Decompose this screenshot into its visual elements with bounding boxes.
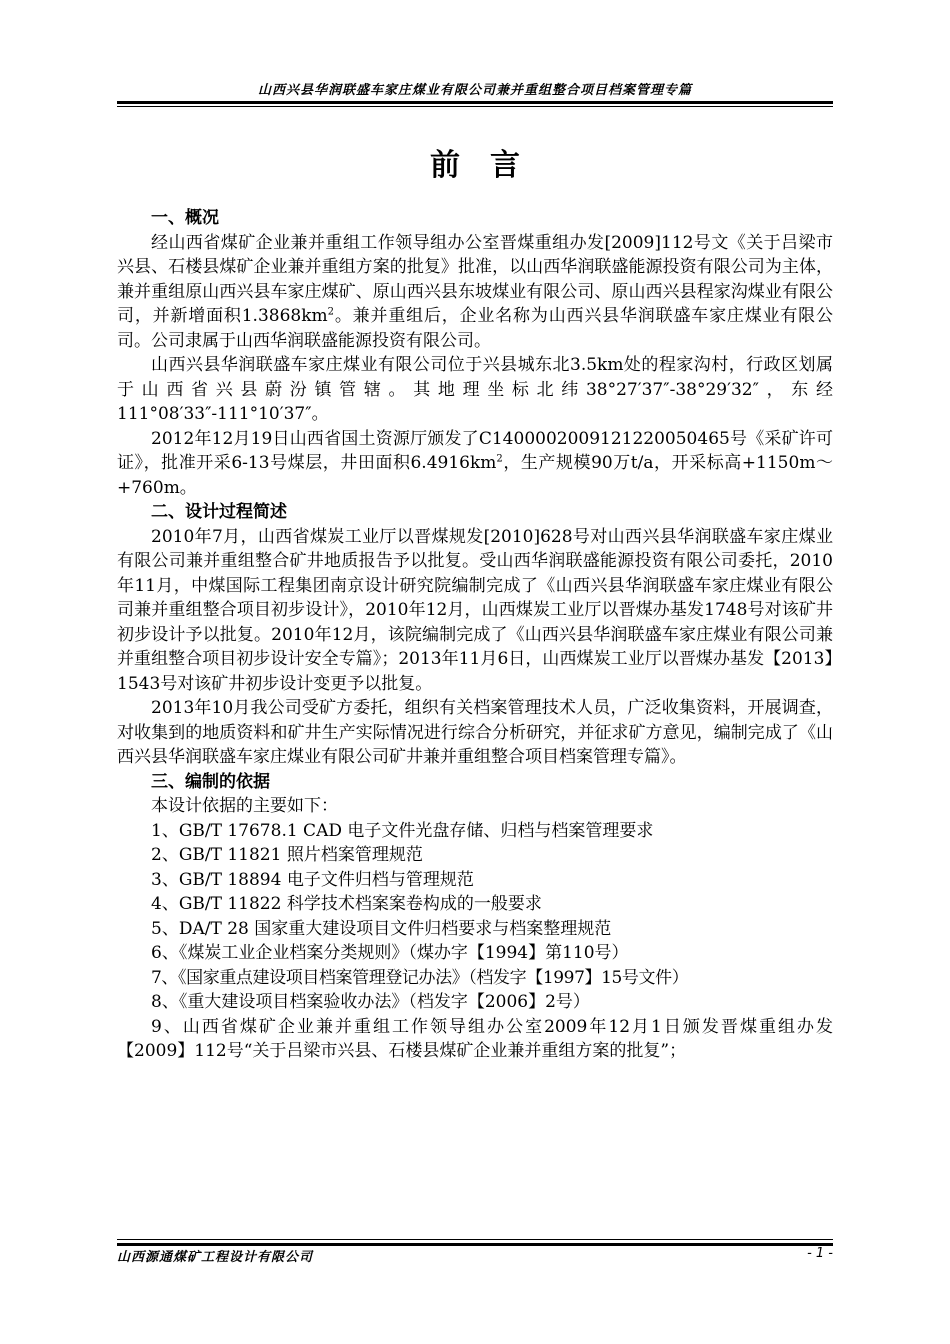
basis-item-8: 8、《重大建设项目档案验收办法》（档发字【2006】2号） bbox=[151, 992, 590, 1012]
footer-rule-thin bbox=[117, 1239, 833, 1240]
paragraph-overview-3 bbox=[117, 427, 833, 501]
paragraph-overview-1-text: 经山西省煤矿企业兼并重组工作领导组办公室晋煤重组办发[2009]112号文《关于吕梁市兴县、石楼县煤矿企业兼并重组方案的批复》批准，以山西华润联盛能源投资有限公司为主体，兼并重组原山西兴县车家庄煤矿、原山西兴县东坡煤业有限公司、原山西兴县程家沟煤业有限公司，并新增面积1.3868km bbox=[117, 232, 833, 326]
header-rule-thick bbox=[117, 101, 833, 104]
section-heading-overview: 一、概况 bbox=[151, 208, 219, 228]
footer-page-number: - 1 - bbox=[807, 1246, 833, 1261]
section-heading-design-process: 二、设计过程简述 bbox=[151, 502, 287, 522]
basis-intro: 本设计依据的主要如下： bbox=[151, 796, 338, 816]
superscript-km2: 2 bbox=[327, 306, 335, 318]
paragraph-overview-1-text-cont: 。兼并重组后，企业名称为山西兴县华润联盛车家庄煤业有限公司。公司隶属于山西华润联盛能源投资有限公司。 bbox=[117, 306, 834, 351]
document-title: 前言 bbox=[430, 148, 550, 183]
page-header-title: 山西兴县华润联盛车家庄煤业有限公司兼并重组整合项目档案管理专篇 bbox=[257, 83, 692, 98]
paragraph-overview-3-text-cont: ，生产规模90万t/a，开采标高+1150m～+760m。 bbox=[117, 453, 833, 498]
basis-item-2: 2、GB/T 11821 照片档案管理规范 bbox=[151, 845, 423, 865]
paragraph-design-2: 2013年10月我公司受矿方委托，组织有关档案管理技术人员，广泛收集资料，开展调查，对收集到的地质资料和矿井生产实际情况进行综合分析研究，并征求矿方意见，编制完成了《山西兴县华润联盛车家庄煤业有限公司矿井兼并重组整合项目档案管理专篇》。 bbox=[117, 698, 833, 767]
basis-item-3: 3、GB/T 18894 电子文件归档与管理规范 bbox=[151, 869, 474, 890]
basis-item-7: 7、《国家重点建设项目档案管理登记办法》（档发字【1997】15号文件） bbox=[151, 967, 689, 988]
paragraph-overview-1 bbox=[117, 231, 833, 354]
paragraph-overview-2: 山西兴县华润联盛车家庄煤业有限公司位于兴县城东北3.5km处的程家沟村，行政区划属于山西省兴县蔚汾镇管辖。其地理坐标北纬38°27′37″-38°29′32″，东经111°08′33″-111°10′37″。 bbox=[117, 355, 833, 424]
header-rule-thin bbox=[117, 106, 833, 107]
basis-item-1: 1、GB/T 17678.1 CAD 电子文件光盘存储、归档与档案管理要求 bbox=[151, 820, 654, 841]
basis-item-9: 9、山西省煤矿企业兼并重组工作领导组办公室2009年12月1日颁发晋煤重组办发【2009】112号“关于吕梁市兴县、石楼县煤矿企业兼并重组方案的批复”； bbox=[117, 1016, 833, 1061]
superscript-km2: 2 bbox=[496, 453, 503, 465]
paragraph-design-1: 2010年7月，山西省煤炭工业厅以晋煤规发[2010]628号对山西兴县华润联盛车家庄煤业有限公司兼并重组整合矿井地质报告予以批复。受山西华润联盛能源投资有限公司委托，2010年11月，中煤国际工程集团南京设计研究院编制完成了《山西兴县华润联盛车家庄煤业有限公司兼并重组整合项目初步设计》，2010年12月，山西煤炭工业厅以晋煤办基发1748号对该矿井初步设计予以批复。2010年12月，该院编制完成了《山西兴县华润联盛车家庄煤业有限公司兼并重组整合项目初步设计安全专篇》；2013年11月6日，山西煤炭工业厅以晋煤办基发【2013】1543号对该矿井初步设计变更予以批复。 bbox=[117, 526, 833, 694]
basis-item-4: 4、GB/T 11822 科学技术档案案卷构成的一般要求 bbox=[151, 894, 542, 914]
document-body bbox=[117, 206, 833, 1064]
footer-company-name: 山西源通煤矿工程设计有限公司 bbox=[117, 1250, 314, 1265]
basis-item-5: 5、DA/T 28 国家重大建设项目文件归档要求与档案整理规范 bbox=[151, 918, 612, 939]
section-heading-basis: 三、编制的依据 bbox=[151, 771, 270, 792]
paragraph-overview-3-text: 2012年12月19日山西省国土资源厅颁发了C1400002009121220050465号《采矿许可证》，批准开采6-13号煤层，井田面积6.4916km bbox=[117, 428, 833, 473]
basis-item-6: 6、《煤炭工业企业档案分类规则》（煤办字【1994】第110号） bbox=[151, 943, 629, 963]
